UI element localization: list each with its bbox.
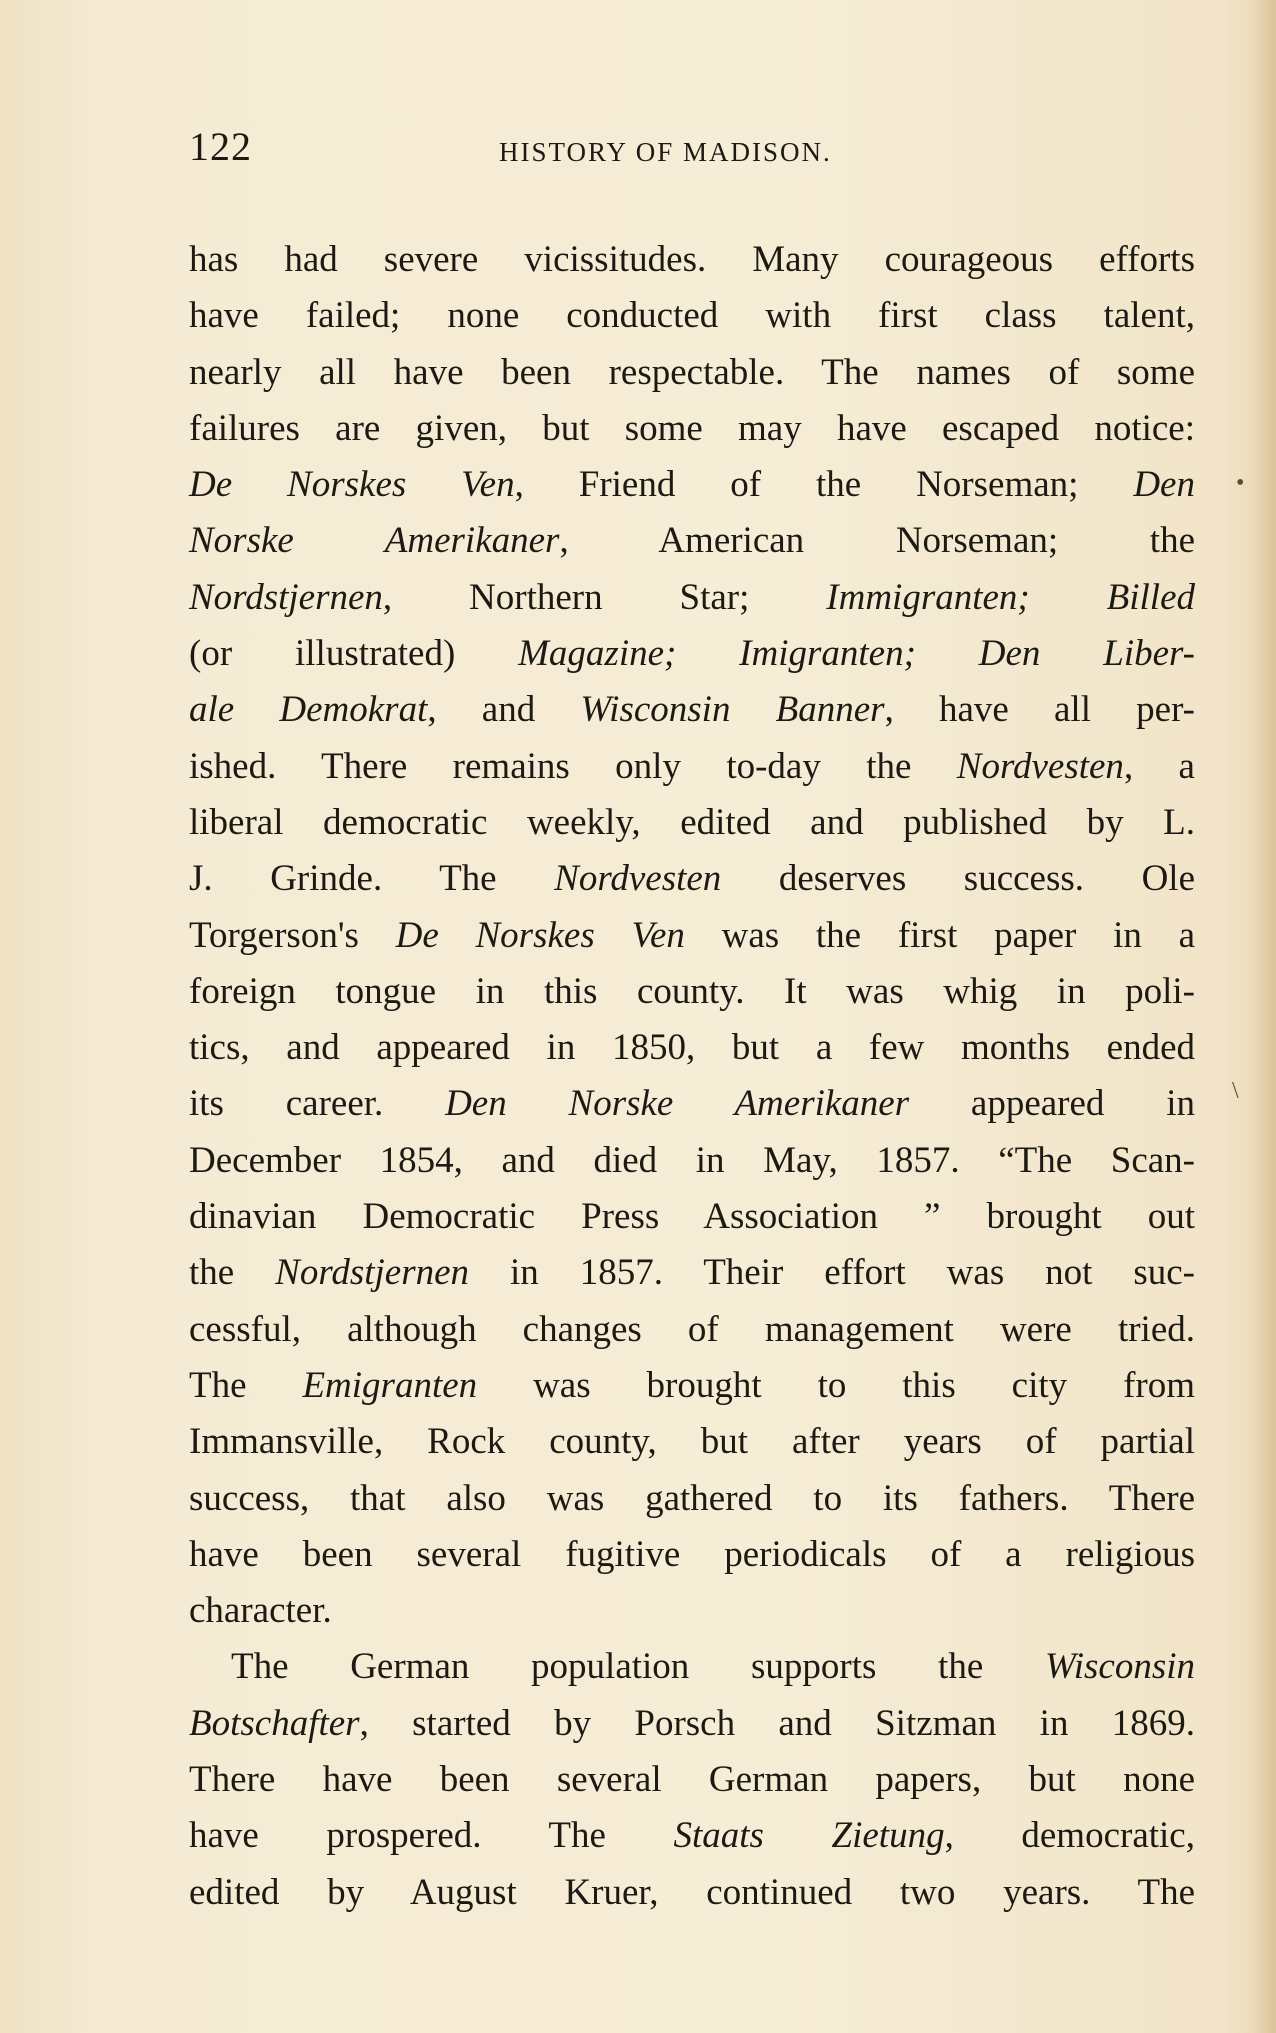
text-line [189,1583,1195,1639]
text-line [189,1471,1195,1527]
italic-title: Nordstjernen [189,576,383,618]
page-edge-shadow [1254,0,1276,2033]
text-line [189,1020,1195,1076]
italic-title: ale Demokrat [189,689,428,731]
text-run: , democratic, [944,1815,1195,1857]
text-line [189,1414,1195,1470]
text-run: in 1857. Their effort was not suc- [469,1252,1196,1294]
italic-title: Staats Zietung [673,1815,945,1857]
text-run: , Friend of the Norseman; [514,464,1134,506]
text-line [189,1133,1195,1189]
text-line [189,288,1195,344]
text-line [189,570,1195,626]
text-run: There have been several German papers, but none [189,1759,1195,1801]
text-line [189,1358,1195,1414]
text-run: was the first paper in a [684,914,1195,956]
text-run: cessful, although changes of management were tried. [189,1308,1195,1350]
text-run: ished. There remains only to-day the [189,745,957,787]
text-run: (or illustrated) [189,633,519,675]
italic-title: Den [1133,464,1195,506]
text-line [189,1189,1195,1245]
text-run: success, that also was gathered to its fathers. There [189,1477,1195,1519]
text-run: , Northern Star; [382,576,827,618]
italic-title: Nordstjernen [275,1252,470,1294]
text-run: December 1854, and died in May, 1857. “The Scan- [189,1139,1195,1181]
text-run: , and [427,689,581,731]
text-line [189,795,1195,851]
text-run: tics, and appeared in 1850, but a few months ended [189,1027,1195,1069]
italic-title: Den Norske Amerikaner [445,1083,910,1125]
text-line [189,1639,1195,1695]
text-line [189,1076,1195,1132]
text-run: , a [1123,745,1195,787]
running-title: HISTORY OF MADISON. [499,137,832,167]
text-run: J. Grinde. The [189,858,555,900]
text-line [189,964,1195,1020]
text-line [189,908,1195,964]
text-run: the [189,1252,276,1294]
margin-speck: • [1236,470,1245,496]
text-run: , American Norseman; the [559,520,1196,562]
page-number: 122 [189,124,252,169]
italic-title: Wisconsin Banner [580,689,885,731]
text-run: its career. [189,1083,446,1125]
text-line [189,1245,1195,1301]
italic-title: Magazine; Imigranten; Den Liber- [518,633,1196,675]
text-run: have failed; none conducted with first class talent, [189,295,1195,337]
text-run: failures are given, but some may have escaped notice: [189,407,1195,449]
text-line [189,513,1195,569]
text-line [189,345,1195,401]
text-line [189,457,1195,513]
text-line [189,1696,1195,1752]
text-run: edited by August Kruer, continued two years. The [189,1871,1195,1913]
text-line [189,851,1195,907]
text-run: The German population supports the [231,1646,1045,1688]
text-run: nearly all have been respectable. The names of some [189,351,1195,393]
italic-title: De Norskes Ven [189,464,515,506]
text-run: , started by Porsch and Sitzman in 1869. [359,1702,1195,1744]
italic-title: Emigranten [302,1364,478,1406]
text-line [189,1752,1195,1808]
italic-title: Nordvesten [554,858,722,900]
text-run: character. [189,1590,332,1632]
text-line [189,739,1195,795]
italic-title: De Norskes Ven [395,914,685,956]
text-run: foreign tongue in this county. It was whig in poli- [189,970,1195,1012]
italic-title: Norske Amerikaner [189,520,560,562]
text-run: was brought to this city from [477,1364,1195,1406]
text-run: Torgerson's [189,914,396,956]
text-line [189,626,1195,682]
running-header [189,123,1195,173]
italic-title: Botschafter [189,1702,360,1744]
text-run: dinavian Democratic Press Association ” brought out [189,1196,1195,1238]
text-line [189,682,1195,738]
text-run: The [189,1364,303,1406]
margin-tick: \ [1232,1078,1239,1104]
text-line [189,1527,1195,1583]
text-line [189,1865,1195,1921]
text-run: Immansville, Rock county, but after years of partial [189,1421,1195,1463]
text-line [189,232,1195,288]
text-run: liberal democratic weekly, edited and published by L. [189,801,1195,843]
text-line [189,1302,1195,1358]
text-line [189,1808,1195,1864]
text-run: have been several fugitive periodicals of a religious [189,1533,1195,1575]
text-line [189,401,1195,457]
text-run: have prospered. The [189,1815,674,1857]
italic-title: Nordvesten [956,745,1124,787]
text-run: , have all per- [884,689,1195,731]
text-run: appeared in [909,1083,1195,1125]
text-run: has had severe vicissitudes. Many courageous efforts [189,239,1195,280]
text-run: deserves success. Ole [721,858,1195,900]
body-text [189,232,1195,1921]
italic-title: Immigranten; Billed [826,576,1195,618]
italic-title: Wisconsin [1044,1646,1195,1688]
